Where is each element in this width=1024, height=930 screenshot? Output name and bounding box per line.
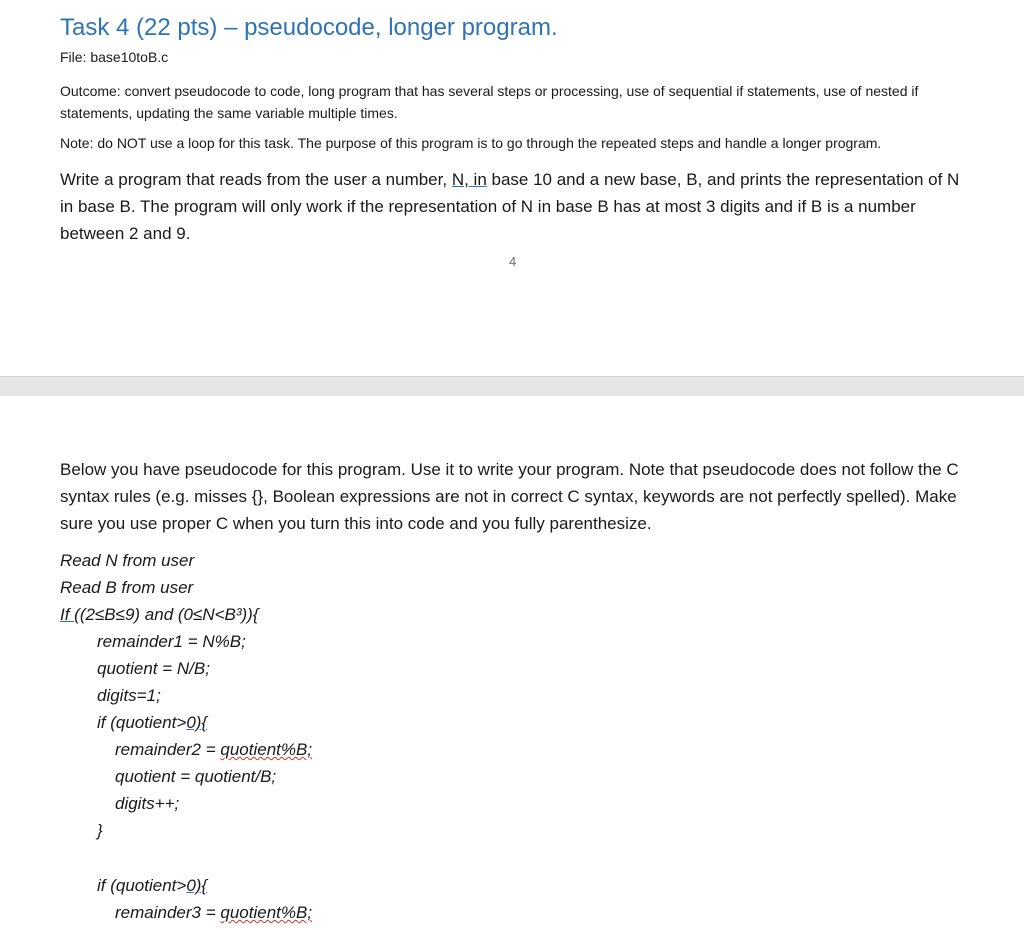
code-line-digits: digits=1;	[97, 686, 161, 705]
code-line-read-n: Read N from user	[60, 551, 195, 570]
code-if-quotient-2-pre: if (quotient>	[97, 876, 187, 895]
code-if-keyword: If	[60, 605, 75, 624]
outcome-paragraph: Outcome: convert pseudocode to code, long program that has several steps or processing, use of sequential if statements, use of nested if statements, updating the same variable multiple times.	[60, 83, 919, 121]
code-if-quotient-1-pre: if (quotient>	[97, 713, 187, 732]
code-line-remainder1: remainder1 = N%B;	[97, 632, 246, 651]
code-line-read-b: Read B from user	[60, 578, 194, 597]
code-line-if-quotient-2	[97, 872, 207, 899]
code-line-if-quotient-1	[97, 709, 207, 736]
page-separator	[0, 376, 1024, 397]
page-number: 4	[509, 254, 517, 269]
note-paragraph: Note: do NOT use a loop for this task. The purpose of this program is to go through the repeated steps and handle a longer program.	[60, 135, 882, 151]
code-remainder2-pre: remainder2 =	[115, 740, 221, 759]
code-remainder3-pre: remainder3 =	[115, 903, 221, 922]
code-line-remainder3	[115, 899, 312, 926]
task-description-start: Write a program that reads from the user a number,	[60, 170, 452, 189]
task-description-underlined: N, in	[451, 170, 487, 189]
code-remainder2-u: quotient%B;	[220, 740, 313, 759]
code-if-rest: ((2≤B≤9) and (0≤N<B³)){	[74, 605, 259, 624]
code-remainder3-u: quotient%B;	[220, 903, 313, 922]
task-description-end: base 10 and a new base, B, and prints the representation of N in base B. The program will only work if the representation of N in base B has at most 3 digits and if B is a number between 2 and 9.	[60, 170, 960, 243]
code-line-close-brace: }	[97, 821, 103, 840]
code-if-quotient-1-u: 0){	[186, 713, 208, 732]
code-line-quotient-update: quotient = quotient/B;	[115, 767, 277, 786]
document-page-1	[0, 0, 1024, 376]
document-page-2	[0, 396, 1024, 930]
code-line-if-condition	[60, 601, 259, 628]
code-line-remainder2	[115, 736, 312, 763]
code-line-quotient: quotient = N/B;	[97, 659, 210, 678]
task-title: Task 4 (22 pts) – pseudocode, longer program.	[60, 14, 558, 41]
code-line-digits-increment: digits++;	[115, 794, 180, 813]
file-name: File: base10toB.c	[60, 49, 169, 65]
code-if-quotient-2-u: 0){	[186, 876, 208, 895]
task-description	[60, 166, 960, 247]
pseudocode-intro: Below you have pseudocode for this program. Use it to write your program. Note that pseudocode does not follow the C syntax rules (e.g. misses {}, Boolean expressions are not in correct C syntax, keywords are not perfectly spelled). Make sure you use proper C when you turn this into code and you fully parenthesize.	[60, 460, 959, 533]
